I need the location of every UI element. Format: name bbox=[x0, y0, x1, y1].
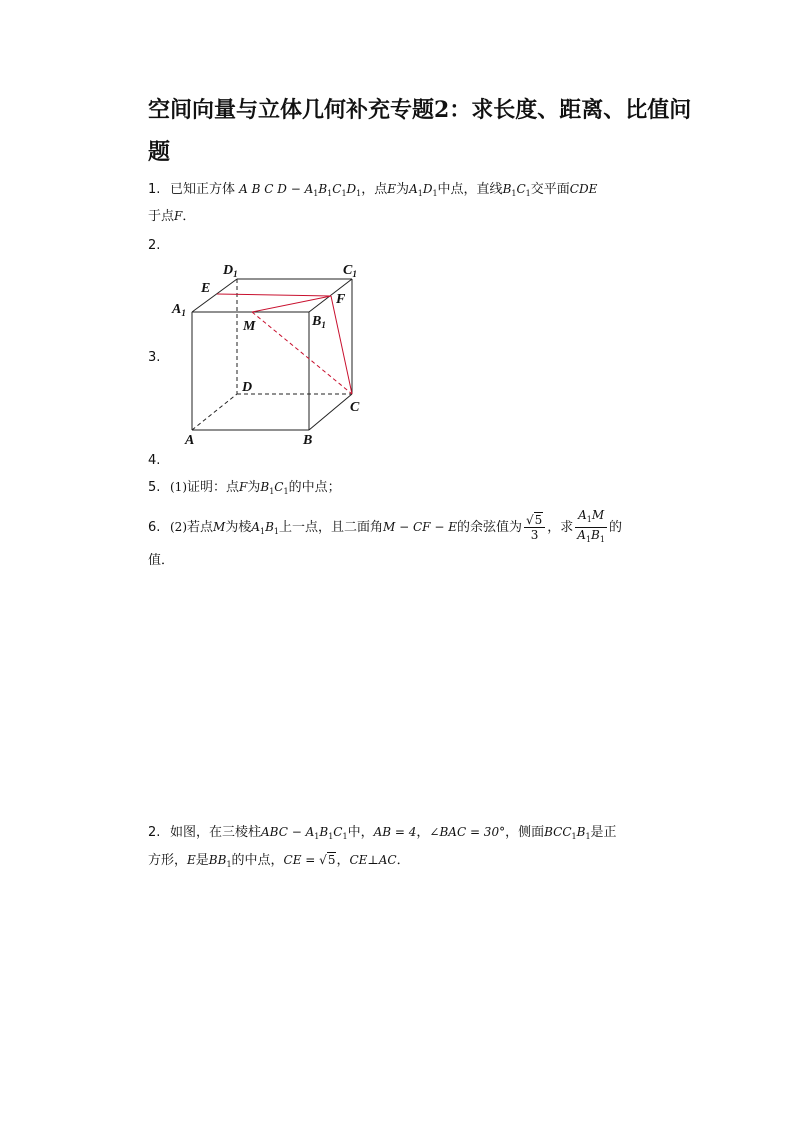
math-bb1: $BB_1$ bbox=[208, 853, 232, 869]
math-point-f: F bbox=[239, 480, 248, 494]
item-number-3: 3. bbox=[148, 350, 161, 365]
math-ce-perp-ac: CE⊥AC bbox=[349, 853, 397, 867]
text: ， bbox=[336, 853, 350, 868]
red-line-e-f bbox=[217, 294, 331, 296]
math-b1c1: $B_1C_1$ bbox=[502, 182, 531, 198]
label-m: M bbox=[243, 319, 256, 334]
edge-a-d-hidden bbox=[192, 394, 237, 430]
math-plane-cde: CDE bbox=[569, 182, 598, 196]
label-c1: $C_1$ bbox=[343, 263, 357, 279]
text: ， bbox=[416, 825, 430, 840]
label-c: C bbox=[350, 400, 360, 415]
math-cos-fraction: $\frac{√5}{3}$ bbox=[524, 513, 545, 542]
text: 是正 bbox=[590, 825, 617, 840]
item-number-2: 2. bbox=[148, 238, 161, 253]
problem-1-line-2 bbox=[148, 207, 195, 226]
text: 上一点，且二面角 bbox=[279, 520, 384, 535]
cube-figure bbox=[160, 255, 380, 455]
math-face: $BCC_1B_1$ bbox=[544, 825, 591, 841]
text: 方形， bbox=[148, 853, 188, 868]
math-dihedral-angle: M − CF − E bbox=[383, 520, 457, 534]
math-b1c1: $B_1C_1$ bbox=[260, 480, 289, 496]
text: 是 bbox=[195, 853, 209, 868]
math-point-f: F bbox=[174, 209, 183, 223]
page-title-continued: 题 bbox=[148, 139, 171, 165]
text: 交平面 bbox=[530, 182, 570, 197]
label-d1: $D_1$ bbox=[223, 263, 238, 279]
label-a1: $A_1$ bbox=[172, 302, 186, 318]
math-ab: AB = 4 bbox=[373, 825, 417, 839]
part-2-line-2: 值． bbox=[148, 553, 175, 568]
text: 如图，在三棱柱 bbox=[170, 825, 262, 840]
part-mark: (2) bbox=[170, 520, 187, 534]
part-1-line bbox=[148, 478, 341, 501]
math-point-m: M bbox=[213, 520, 226, 534]
math-ratio-fraction: $\frac{A_1M}{A_1B_1}$ bbox=[577, 508, 605, 544]
item-number: 5. bbox=[148, 480, 161, 495]
math-a1b1: $A_1B_1$ bbox=[251, 520, 280, 536]
label-b: B bbox=[303, 433, 313, 448]
math-prism: ABC − $A_1B_1C_1$ bbox=[261, 825, 348, 841]
text: 的余弦值为 bbox=[456, 520, 522, 535]
part-2-line-1 bbox=[148, 508, 622, 549]
problem-2-line-1 bbox=[148, 823, 617, 846]
edge-b-c bbox=[309, 394, 352, 430]
text: 于点 bbox=[148, 209, 175, 224]
text: 中， bbox=[347, 825, 374, 840]
math-point-e: E bbox=[387, 182, 397, 196]
math-ce-length: CE = √5 bbox=[283, 853, 336, 867]
text: 为 bbox=[396, 182, 410, 197]
math-angle-bac: ∠BAC = 30° bbox=[429, 825, 506, 839]
item-number-4: 4. bbox=[148, 453, 161, 468]
text: 的中点； bbox=[288, 480, 341, 495]
text: 已知正方体 bbox=[170, 182, 236, 197]
label-e: E bbox=[201, 281, 211, 296]
label-a: A bbox=[185, 433, 195, 448]
edge-a1-d1 bbox=[192, 279, 237, 312]
problem-1-line-1 bbox=[148, 180, 597, 203]
text: ，求 bbox=[547, 520, 574, 535]
label-f: F bbox=[336, 292, 346, 307]
text: 为 bbox=[247, 480, 261, 495]
item-number: 1. bbox=[148, 182, 161, 197]
text: ． bbox=[182, 209, 196, 224]
item-number: 2. bbox=[148, 825, 161, 840]
label-b1: $B_1$ bbox=[312, 314, 326, 330]
math-a1d1: $A_1D_1$ bbox=[409, 182, 438, 198]
page-title: 空间向量与立体几何补充专题2：求长度、距离、比值问 bbox=[148, 97, 692, 123]
text: 的中点， bbox=[231, 853, 284, 868]
math-point-e: E bbox=[187, 853, 196, 867]
text: 证明：点 bbox=[187, 480, 240, 495]
text: ，点 bbox=[361, 182, 388, 197]
problem-2-line-2 bbox=[148, 851, 410, 874]
math-cube-name: A B C $D - A_1B_1C_1D_1$ bbox=[239, 182, 362, 198]
text: 若点 bbox=[187, 520, 214, 535]
item-number: 6. bbox=[148, 520, 161, 535]
label-d: D bbox=[242, 380, 253, 395]
text: ，侧面 bbox=[505, 825, 545, 840]
text: 为棱 bbox=[225, 520, 252, 535]
text: 的 bbox=[608, 520, 622, 535]
part-mark: (1) bbox=[170, 480, 187, 494]
text: 中点，直线 bbox=[437, 182, 503, 197]
text: ． bbox=[396, 853, 410, 868]
